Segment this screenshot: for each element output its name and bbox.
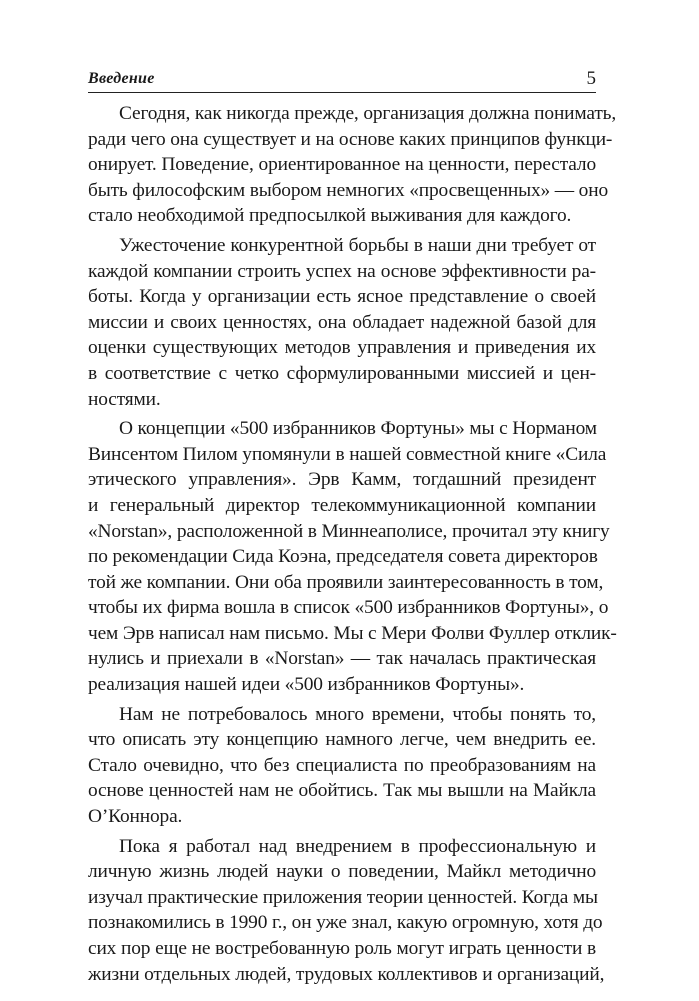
text-line: оценки существующих методов управления и приведения их <box>88 337 596 359</box>
text-line: изучал практические приложения теории ценностей. Когда мы <box>88 886 598 908</box>
text-line: «Norstan», расположенной в Миннеаполисе, прочитал эту книгу <box>88 520 610 542</box>
text-line: О’Коннора. <box>88 806 183 828</box>
book-page <box>88 68 617 987</box>
text-line: Винсентом Пилом упомянули в нашей совместной книге «Сила <box>88 443 607 465</box>
body-text <box>88 101 617 987</box>
text-line: боты. Когда у организации есть ясное представление о своей <box>88 286 596 308</box>
text-line: стало необходимой предпосылкой выживания для каждого. <box>88 205 572 227</box>
text-line: ради чего она существует и на основе каких принципов функци- <box>88 128 613 150</box>
text-line: и генеральный директор телекоммуникационной компании <box>88 494 596 516</box>
paragraph <box>88 702 596 830</box>
text-line: быть философским выбором немногих «просвещенных» — оно <box>88 179 608 201</box>
text-line: познакомились в 1990 г., он уже знал, какую огромную, хотя до <box>88 912 603 934</box>
text-line: Сегодня, как никогда прежде, организация должна понимать, <box>119 103 617 124</box>
text-line: жизни отдельных людей, трудовых коллективов и организаций, <box>88 963 605 985</box>
text-line: чем Эрв написал нам письмо. Мы с Мери Фолви Фуллер отклик- <box>88 622 617 644</box>
text-line: что описать эту концепцию намного легче, чем внедрить ее. <box>88 729 596 751</box>
text-line: этического управления». Эрв Камм, тогдашний президент <box>88 469 596 491</box>
page-number: 5 <box>586 68 596 89</box>
paragraph <box>88 834 605 988</box>
paragraph <box>88 416 617 698</box>
section-title: Введение <box>88 70 155 87</box>
text-line: основе ценностей нам не обойтись. Так мы вышли на Майкла <box>88 780 596 802</box>
text-line: по рекомендации Сида Коэна, председателя совета директоров <box>88 546 598 568</box>
text-line: в соответствие с четко сформулированными миссией и цен- <box>88 362 596 384</box>
text-line: Стало очевидно, что без специалиста по преобразованиям на <box>88 754 596 776</box>
text-line: Нам не потребовалось много времени, чтобы понять то, <box>119 703 596 725</box>
text-line: каждой компании строить успех на основе эффективности ра- <box>88 260 596 282</box>
text-line: ностями. <box>88 388 161 410</box>
text-line: сих пор еще не востребованную роль могут играть ценности в <box>88 938 596 959</box>
text-line: О концепции «500 избранников Фортуны» мы с Норманом <box>119 418 597 440</box>
paragraph <box>88 233 596 412</box>
text-line: миссии и своих ценностях, она обладает надежной базой для <box>88 311 596 333</box>
text-line: чтобы их фирма вошла в список «500 избранников Фортуны», о <box>88 597 609 619</box>
paragraph <box>88 101 617 229</box>
text-line: личную жизнь людей науки о поведении, Майкл методично <box>88 861 596 883</box>
text-line: нулись и приехали в «Norstan» — так началась практическая <box>88 648 596 670</box>
text-line: той же компании. Они оба проявили заинтересованность в том, <box>88 571 604 593</box>
text-line: Пока я работал над внедрением в профессиональную и <box>119 835 596 857</box>
text-line: реализация нашей идеи «500 избранников Фортуны». <box>88 674 525 696</box>
running-header <box>88 68 596 93</box>
text-line: Ужесточение конкурентной борьбы в наши дни требует от <box>119 234 596 256</box>
text-line: онирует. Поведение, ориентированное на ценности, перестало <box>88 154 596 176</box>
